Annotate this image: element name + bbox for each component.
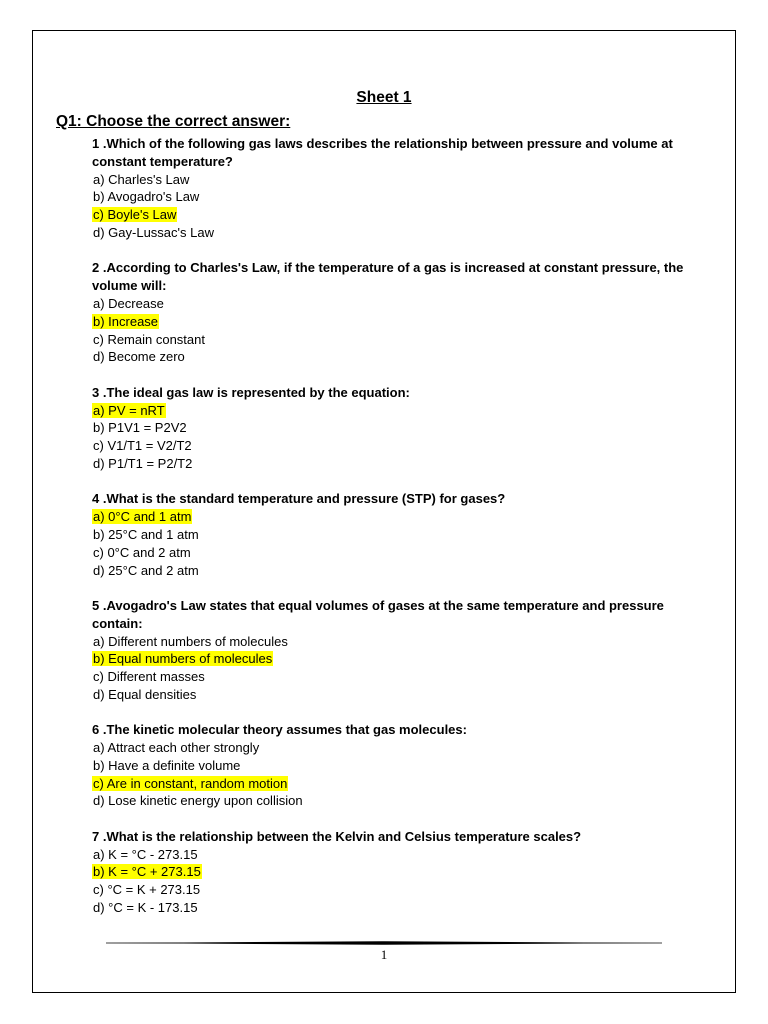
option-text: d) 25°C and 2 atm	[93, 562, 199, 578]
option-text: b) K = °C + 273.15	[93, 864, 201, 880]
option-text: a) Attract each other strongly	[93, 740, 260, 756]
option-text: d) Become zero	[93, 349, 185, 365]
option-text: b) P1V1 = P2V2	[93, 420, 187, 436]
option-c	[92, 331, 692, 349]
option-text: d) Lose kinetic energy upon collision	[93, 793, 303, 809]
option-text: a) PV = nRT	[93, 402, 165, 418]
option-c	[92, 206, 692, 224]
option-a	[92, 402, 692, 420]
option-text: c) Different masses	[93, 669, 205, 685]
option-text: b) Increase	[93, 313, 159, 329]
option-text: b) 25°C and 1 atm	[93, 526, 199, 542]
option-text: c) V1/T1 = V2/T2	[93, 438, 192, 454]
option-text: b) Avogadro's Law	[93, 189, 200, 205]
option-b	[92, 188, 692, 206]
option-a	[92, 295, 692, 313]
option-text: c) Remain constant	[93, 331, 205, 347]
option-text: a) K = °C - 273.15	[93, 846, 198, 862]
option-b	[92, 650, 692, 668]
option-a	[92, 633, 692, 651]
option-a	[92, 846, 692, 864]
option-b	[92, 526, 692, 544]
option-a	[92, 739, 692, 757]
option-text: c) Are in constant, random motion	[93, 775, 288, 791]
option-text: d) °C = K - 173.15	[93, 900, 198, 916]
option-c	[92, 437, 692, 455]
option-b	[92, 863, 692, 881]
question-text: 1 .Which of the following gas laws describes the relationship between pressure and volume at constant temperature?	[92, 136, 673, 169]
option-text: d) P1/T1 = P2/T2	[93, 455, 193, 471]
question-text: 6 .The kinetic molecular theory assumes that gas molecules:	[92, 722, 467, 738]
option-text: a) 0°C and 1 atm	[93, 509, 192, 525]
question-text: 4 .What is the standard temperature and pressure (STP) for gases?	[92, 491, 506, 507]
question-4	[92, 490, 692, 579]
question-3	[92, 384, 692, 473]
option-text: a) Different numbers of molecules	[93, 633, 288, 649]
option-c	[92, 881, 692, 899]
option-text: b) Equal numbers of molecules	[93, 651, 273, 667]
option-b	[92, 313, 692, 331]
question-text: 5 .Avogadro's Law states that equal volumes of gases at the same temperature and pressure contain:	[92, 597, 664, 631]
option-d	[92, 348, 692, 366]
option-b	[92, 419, 692, 437]
option-text: c) °C = K + 273.15	[93, 882, 201, 898]
option-text: d) Gay-Lussac's Law	[93, 224, 214, 240]
option-text: a) Charles's Law	[93, 171, 190, 187]
question-text: 2 .According to Charles's Law, if the temperature of a gas is increased at constant pressure, the volume will:	[92, 260, 684, 294]
question-list	[92, 135, 692, 934]
option-text: b) Have a definite volume	[93, 757, 241, 773]
option-text: c) 0°C and 2 atm	[93, 544, 191, 560]
option-b	[92, 757, 692, 775]
page-number: 1	[380, 947, 388, 962]
question-text: 3 .The ideal gas law is represented by the equation:	[92, 384, 410, 400]
option-d	[92, 224, 692, 242]
option-text: a) Decrease	[93, 295, 164, 311]
option-d	[92, 562, 692, 580]
question-1	[92, 135, 692, 242]
option-text: d) Equal densities	[93, 686, 197, 702]
question-6	[92, 721, 692, 810]
option-c	[92, 544, 692, 562]
section-heading: Q1: Choose the correct answer:	[56, 113, 291, 130]
question-2	[92, 259, 692, 366]
question-7	[92, 828, 692, 917]
question-5	[92, 597, 692, 704]
option-c	[92, 775, 692, 793]
option-d	[92, 792, 692, 810]
option-c	[92, 668, 692, 686]
option-d	[92, 899, 692, 917]
option-a	[92, 508, 692, 526]
option-d	[92, 686, 692, 704]
option-text: c) Boyle's Law	[93, 207, 177, 223]
option-d	[92, 455, 692, 473]
sheet-title: Sheet 1	[356, 89, 412, 106]
question-text: 7 .What is the relationship between the Kelvin and Celsius temperature scales?	[92, 828, 582, 844]
option-a	[92, 171, 692, 189]
footer-rule	[106, 941, 662, 945]
